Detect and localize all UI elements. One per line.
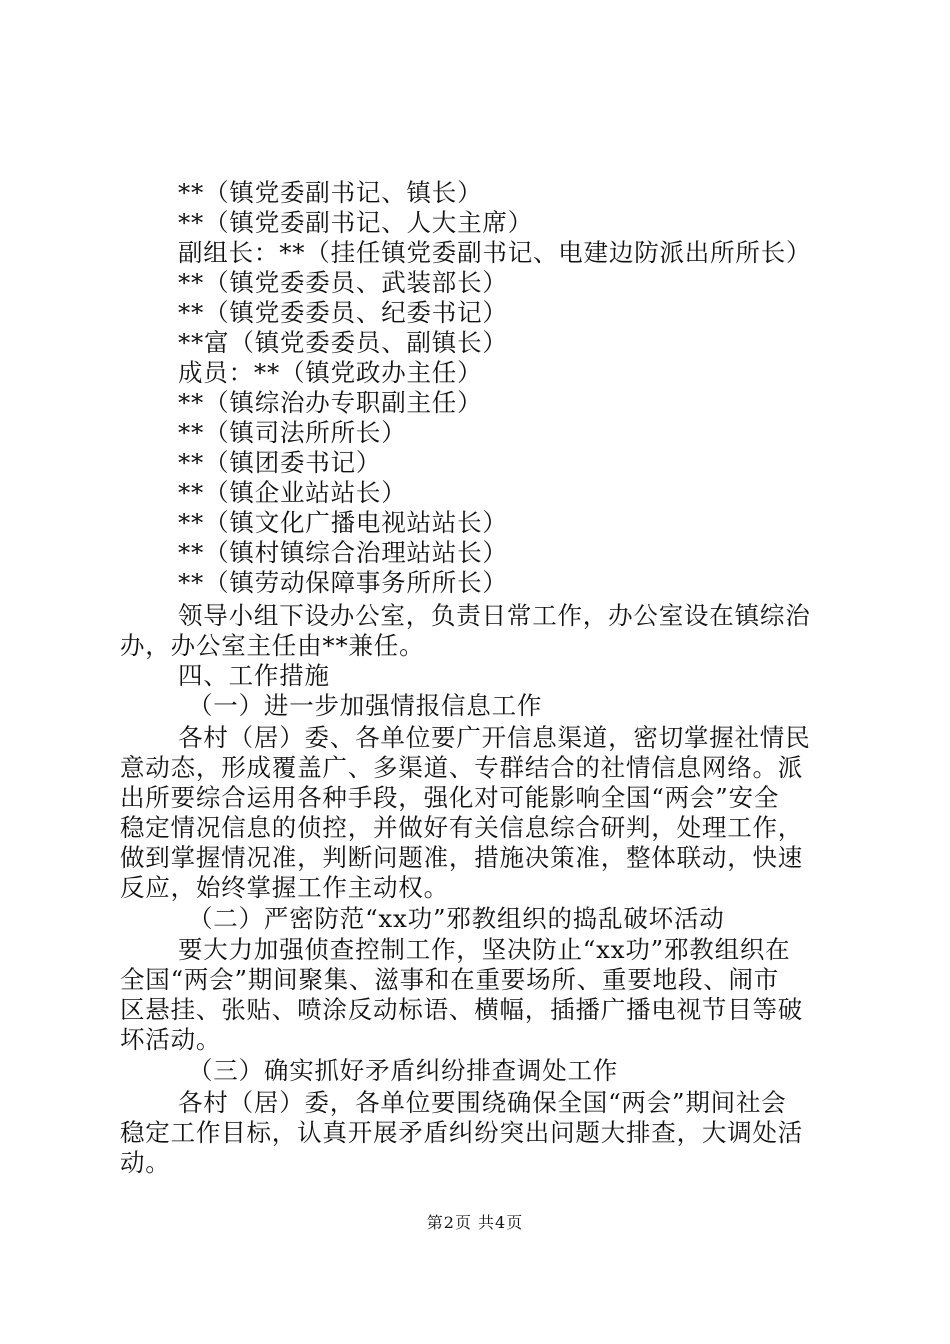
paragraph-line: 稳定情况信息的侦控，并做好有关信息综合研判，处理工作， [120, 813, 804, 842]
paragraph-line: 坏活动。 [120, 1025, 222, 1054]
section-heading: 四、工作措施 [178, 661, 330, 690]
text-line: **（镇文化广播电视站站长） [178, 508, 508, 537]
text-line: **（镇司法所所长） [178, 418, 407, 447]
text-line: **（镇村镇综合治理站站长） [178, 538, 508, 567]
paragraph-line: 稳定工作目标，认真开展矛盾纠纷突出问题大排查，大调处活 [120, 1118, 804, 1147]
text-line: **富（镇党委委员、副镇长） [178, 328, 508, 357]
paragraph-line: 反应，始终掌握工作主动权。 [120, 873, 449, 902]
text-line: 副组长：**（挂任镇党委副书记、电建边防派出所所长） [178, 238, 812, 267]
paragraph-line: 做到掌握情况准，判断问题准，措施决策准，整体联动，快速 [120, 843, 804, 872]
text-line: **（镇党委委员、武装部长） [178, 268, 508, 297]
paragraph-line: 意动态，形成覆盖广、多渠道、专群结合的社情信息网络。派 [120, 753, 804, 782]
text-line: **（镇党委副书记、人大主席） [178, 208, 533, 237]
text-line: **（镇党委委员、纪委书记） [178, 298, 508, 327]
text-line: 成员：**（镇党政办主任） [178, 358, 483, 387]
text-line: **（镇企业站站长） [178, 478, 407, 507]
paragraph-line: 各村（居）委，各单位要围绕确保全国“两会”期间社会 [178, 1088, 787, 1117]
paragraph-line: 各村（居）委、各单位要广开信息渠道，密切掌握社情民 [178, 723, 811, 752]
text-line: **（镇团委书记） [178, 448, 382, 477]
paragraph-line: 全国“两会”期间聚集、滋事和在重要场所、重要地段、闹市 [120, 965, 780, 994]
paragraph-line: 办，办公室主任由**兼任。 [120, 631, 425, 660]
text-line: **（镇劳动保障事务所所长） [178, 568, 508, 597]
paragraph-line: 动。 [120, 1148, 171, 1177]
paragraph-line: 区悬挂、张贴、喷涂反动标语、横幅，插播广播电视节目等破 [120, 995, 804, 1024]
subsection-heading: （二）严密防范“xx功”邪教组织的捣乱破坏活动 [188, 904, 725, 933]
page-footer: 第2页 共4页 [426, 1213, 524, 1232]
paragraph-line: 要大力加强侦查控制工作，坚决防止“xx功”邪教组织在 [178, 935, 791, 964]
subsection-heading: （三）确实抓好矛盾纠纷排查调处工作 [188, 1056, 619, 1085]
subsection-heading: （一）进一步加强情报信息工作 [188, 691, 543, 720]
paragraph-line: 出所要综合运用各种手段，强化对可能影响全国“两会”安全 [120, 783, 780, 812]
text-line: **（镇党委副书记、镇长） [178, 178, 483, 207]
text-line: **（镇综治办专职副主任） [178, 388, 483, 417]
paragraph-line: 领导小组下设办公室，负责日常工作，办公室设在镇综治 [178, 601, 811, 630]
